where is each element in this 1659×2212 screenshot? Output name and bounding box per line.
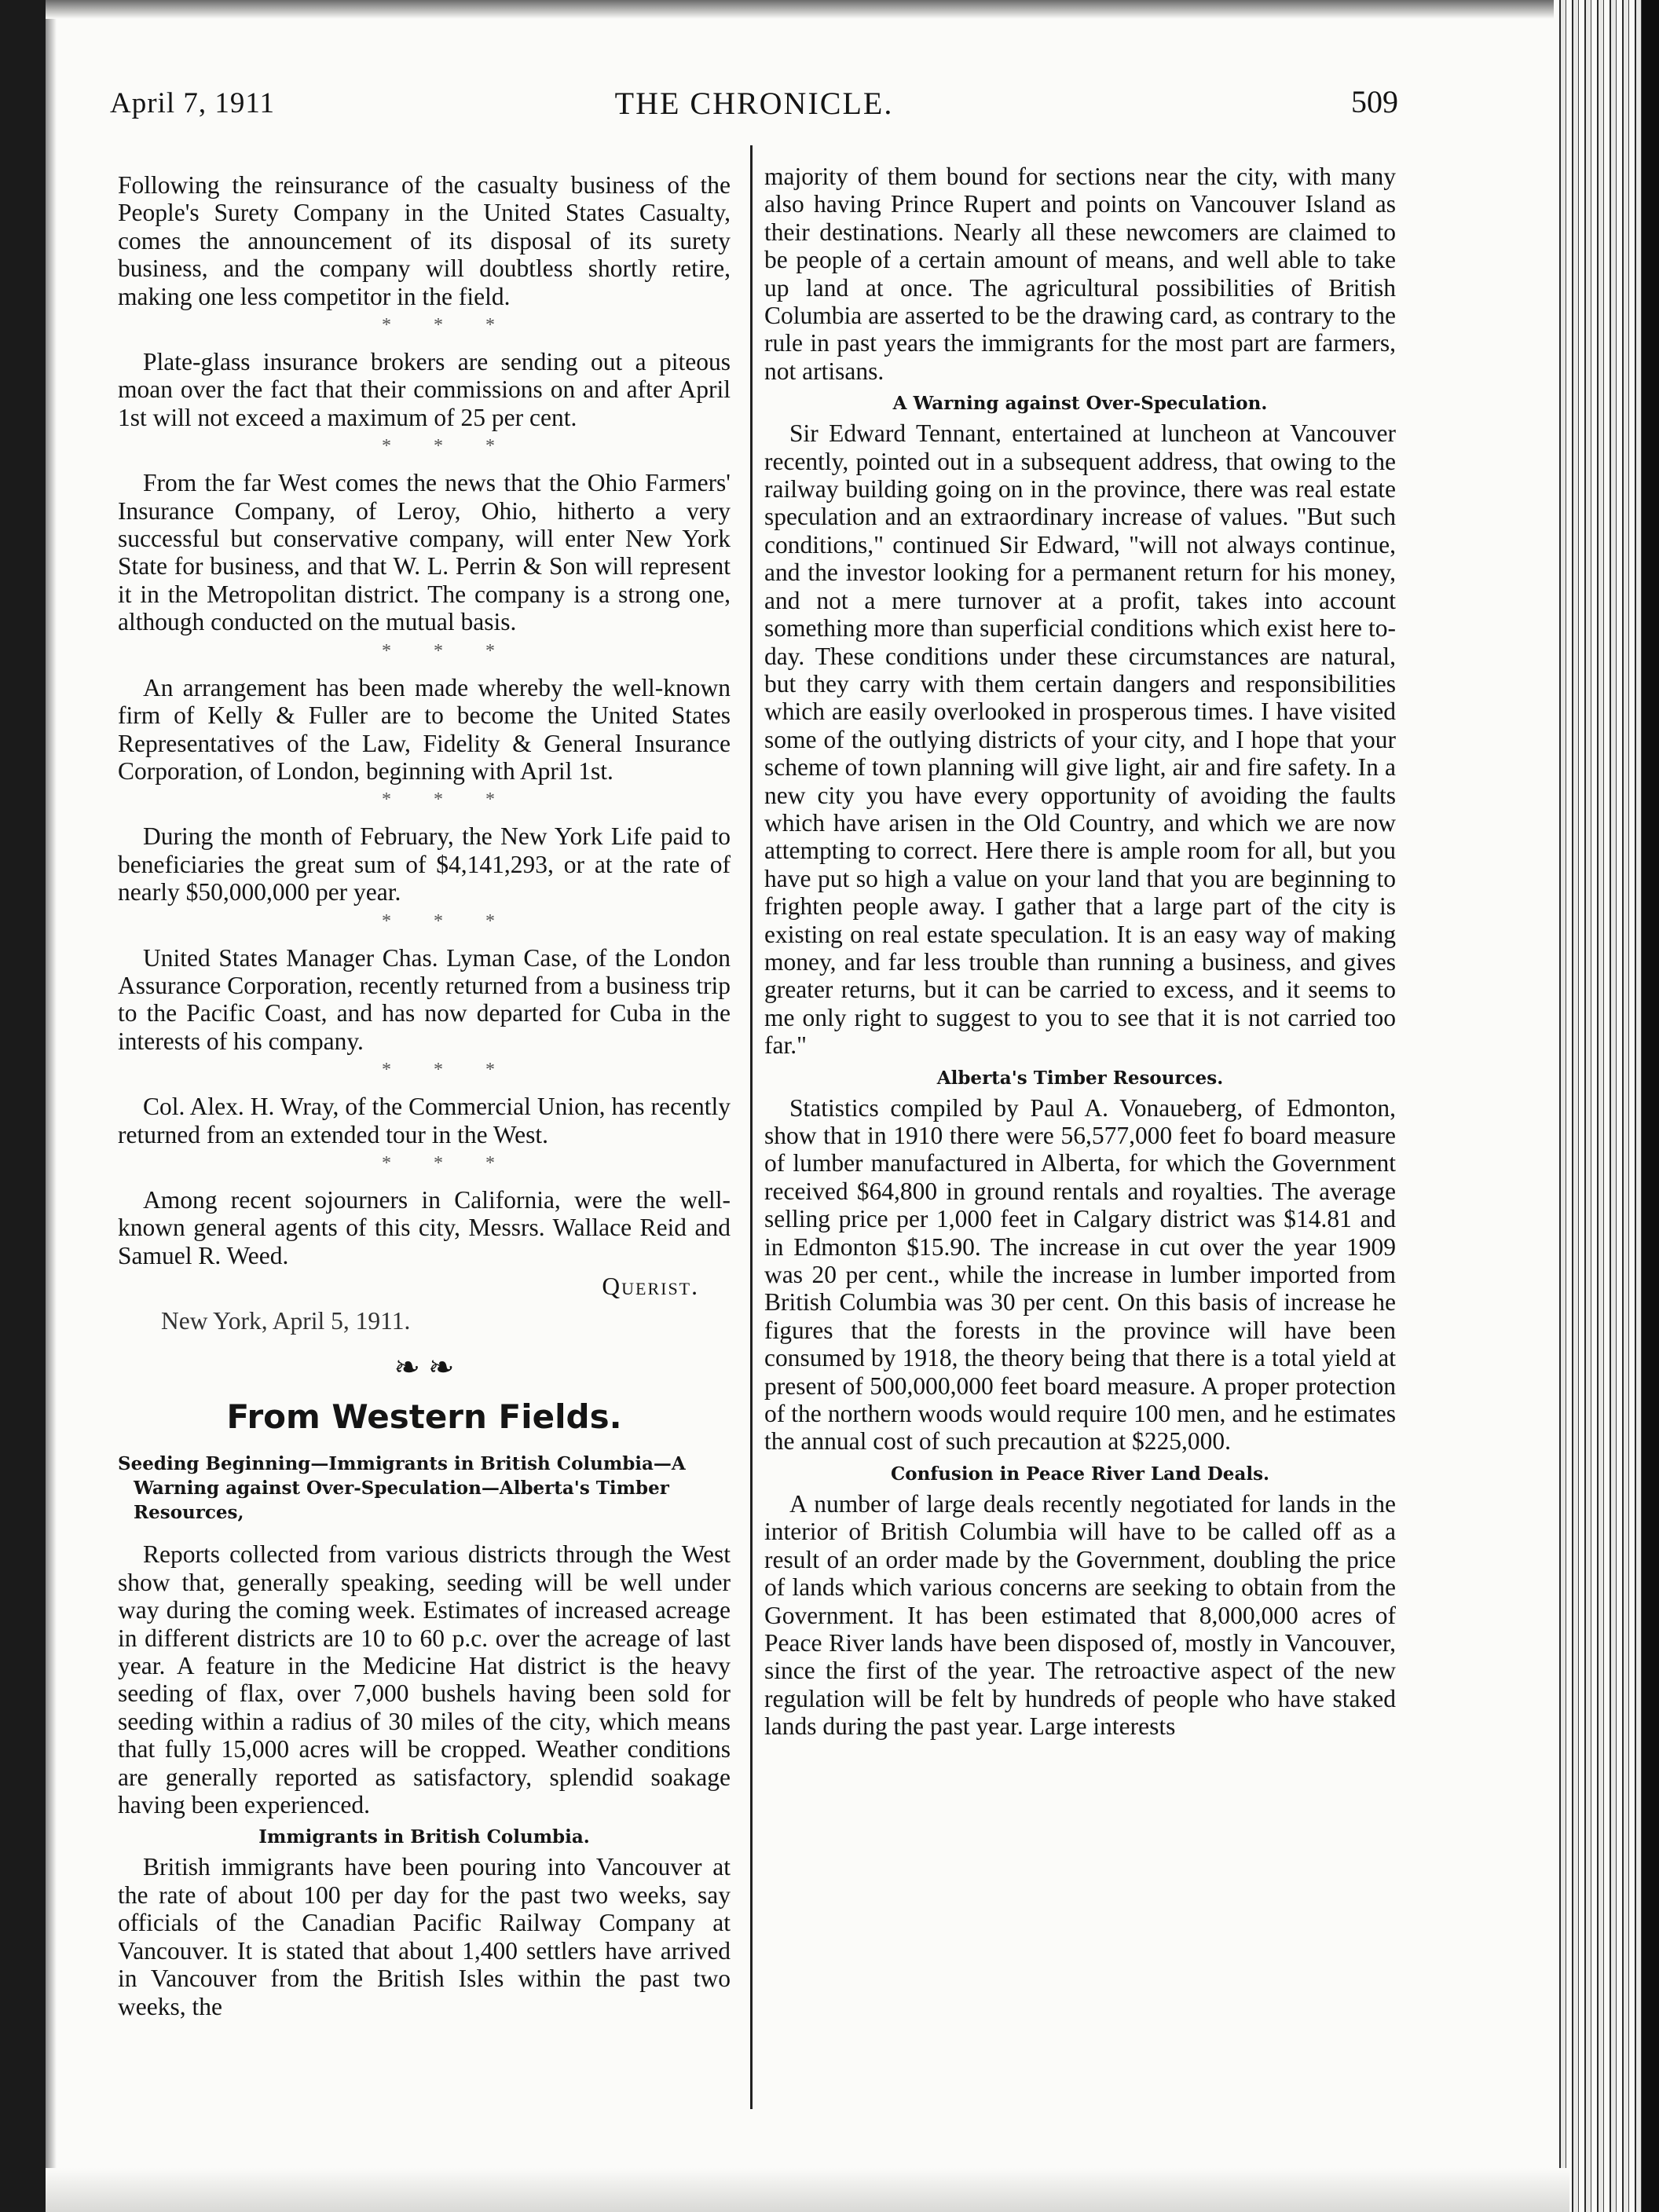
author-signature: Querist. [602,1273,699,1301]
left-column [118,171,731,2020]
top-shadow [46,0,1569,19]
issue-date: April 7, 1911 [110,87,275,119]
separator-stars: * * * [382,789,514,811]
timber-heading: Alberta's Timber Resources. [936,1067,1224,1089]
immigrants-heading: Immigrants in British Columbia. [258,1826,590,1848]
right-column [764,163,1396,1741]
note-paragraph: Plate-glass insurance brokers are sending out a piteous moan over the fact that their commissions on and after April 1st will not exceed a maximum of 25 per cent. [118,348,731,431]
separator-stars: * * * [382,910,514,932]
section-subtitle: Seeding Beginning—Immigrants in British Columbia—A Warning against Over-Speculation—Alberta's Timber Resources, [118,1453,686,1524]
column-rule [750,145,753,2109]
timber-paragraph: Statistics compiled by Paul A. Vonaueberg, of Edmonton, show that in 1910 there were 56,577,000 feet fo board measure of lumber manufactured in Alberta, for which the Government received $64,800 in ground rentals and royalties. The average selling price per 1,000 feet in Calgary district was $14.81 and in Edmonton $15.90. The increase in cut over the year 1909 was 20 per cent., while the increase in lumber imported from British Columbia was 30 per cent. On this basis of increase he figures that the forests in the province will have been consumed by 1918, the theory being that there is a total yield at present of 500,000,000 feet board measure. A proper protection of the northern woods would require 100 men, and he estimates the annual cost of such precaution at $225,000. [764,1093,1396,1456]
immigrants-paragraph: British immigrants have been pouring into Vancouver at the rate of about 100 per day for the past two weeks, say officials of the Canadian Pacific Railway Company at Vancouver. It is stated that about 1,400 settlers have arrived in Vancouver from the British Isles within the past two weeks, the [118,1853,731,2020]
separator-stars: * * * [382,640,514,661]
note-paragraph: United States Manager Chas. Lyman Case, of the London Assurance Corporation, recently returned from a business trip to the Pacific Coast, and has now departed for Cuba in the interests of his company. [118,943,731,1055]
note-paragraph: During the month of February, the New York Life paid to beneficiaries the great sum of $4,141,293, or at the rate of nearly $50,000,000 per year. [118,822,731,906]
separator-stars: * * * [382,1060,514,1081]
warning-heading: A Warning against Over-Speculation. [892,393,1268,415]
dateline: New York, April 5, 1911. [161,1306,411,1335]
separator-stars: * * * [382,436,514,457]
note-paragraph: From the far West comes the news that the Ohio Farmers' Insurance Company, of Leroy, Ohio, hitherto a very successful but conservative company, will enter New York State for business, and that W. L. Perrin & Son will represent it in the Metropolitan district. The company is a strong one, although conducted on the mutual basis. [118,469,731,636]
section-title: From Western Fields. [226,1397,622,1437]
seeding-paragraph: Reports collected from various districts through the West show that, generally speaking, seeding will be well under way during the coming week. Estimates of increased acreage in different districts are 10 to 60 p.c. over the acreage of last year. A feature in the Medicine Hat district is the heavy seeding of flax, over 7,000 bushels having been sold for seeding within a radius of 30 miles of the city, which means that fully 15,000 acres will be cropped. Weather conditions are generally reported as satisfactory, splendid soakage having been experienced. [118,1540,731,1819]
continuation-paragraph: majority of them bound for sections near the city, with many also having Prince Rupert and points on Vancouver Island as their destinations. Nearly all these newcomers are claimed to be people of a certain amount of means, and well able to take up land at once. The agricultural possibilities of British Columbia are asserted to be the drawing card, as contrary to the rule in past years the immigrants for the most part are farmers, not artisans. [764,163,1396,385]
page-number: 509 [1351,84,1398,119]
note-paragraph: Among recent sojourners in California, were the well-known general agents of this city, Messrs. Wallace Reid and Samuel R. Weed. [118,1185,731,1269]
note-paragraph: An arrangement has been made whereby the well-known firm of Kelly & Fuller are to become the United States Representatives of the Law, Fidelity & General Insurance Corporation, of London, beginning with April 1st. [118,673,731,785]
right-dark-edge [1642,0,1659,2212]
peace-river-paragraph: A number of large deals recently negotiated for lands in the interior of British Columbia will have to be called off as a result of an order made by the Government, doubling the price of lands which various concerns are seeking to obtain from the Government. It has been estimated that 8,000,000 acres of Peace River lands have been disposed of, mostly in Vancouver, since the first of the year. The retroactive aspect of the new regulation will be felt by hundreds of people who have staked lands during the past year. Large interests [764,1489,1396,1741]
separator-stars: * * * [382,1152,514,1174]
binding-shadow [0,0,46,2212]
binding-edge [46,0,57,2212]
page-header [110,79,1398,134]
note-paragraph: Following the reinsurance of the casualty business of the People's Surety Company in the United States Casualty, comes the announcement of its disposal of its surety business, and the company will doubtless shortly retire, making one less competitor in the field. [118,171,731,310]
note-paragraph: Col. Alex. H. Wray, of the Commercial Union, has recently returned from an extended tour in the West. [118,1093,731,1148]
bottom-shadow [46,2168,1569,2212]
fleuron-ornament: ❧ ❧ [394,1350,455,1385]
warning-paragraph: Sir Edward Tennant, entertained at luncheon at Vancouver recently, pointed out in a subsequent address, that owing to the railway building going on in the province, there was real estate speculation and an extraordinary increase of values. "But such conditions," continued Sir Edward, "will not always continue, and the investor looking for a permanent return for his money, and not a mere turnover at a profit, takes into account something more than superficial conditions which exist here to-day. These conditions under these circumstances are natural, but they carry with them certain dangers and responsibilities which are easily overlooked in prosperous times. I have visited some of the outlying districts of your city, and I hope that your scheme of town planning will give light, air and fire safety. In a new city you have every opportunity of avoiding the faults which have arisen in the Old Country, and which we are now attempting to correct. Here there is ample room for all, but you have put so high a value on your land that you are beginning to frighten people away. I gather that a large part of the city is existing on real estate speculation. It is an easy way of making money, and far less trouble than running a business, and gives greater returns, but it can be carried to excess, and it seems to me only right to suggest to you to see that it is not carried too far." [764,419,1396,1060]
peace-river-heading: Confusion in Peace River Land Deals. [890,1463,1270,1485]
newspaper-title: THE CHRONICLE. [614,86,894,121]
separator-stars: * * * [382,315,514,336]
